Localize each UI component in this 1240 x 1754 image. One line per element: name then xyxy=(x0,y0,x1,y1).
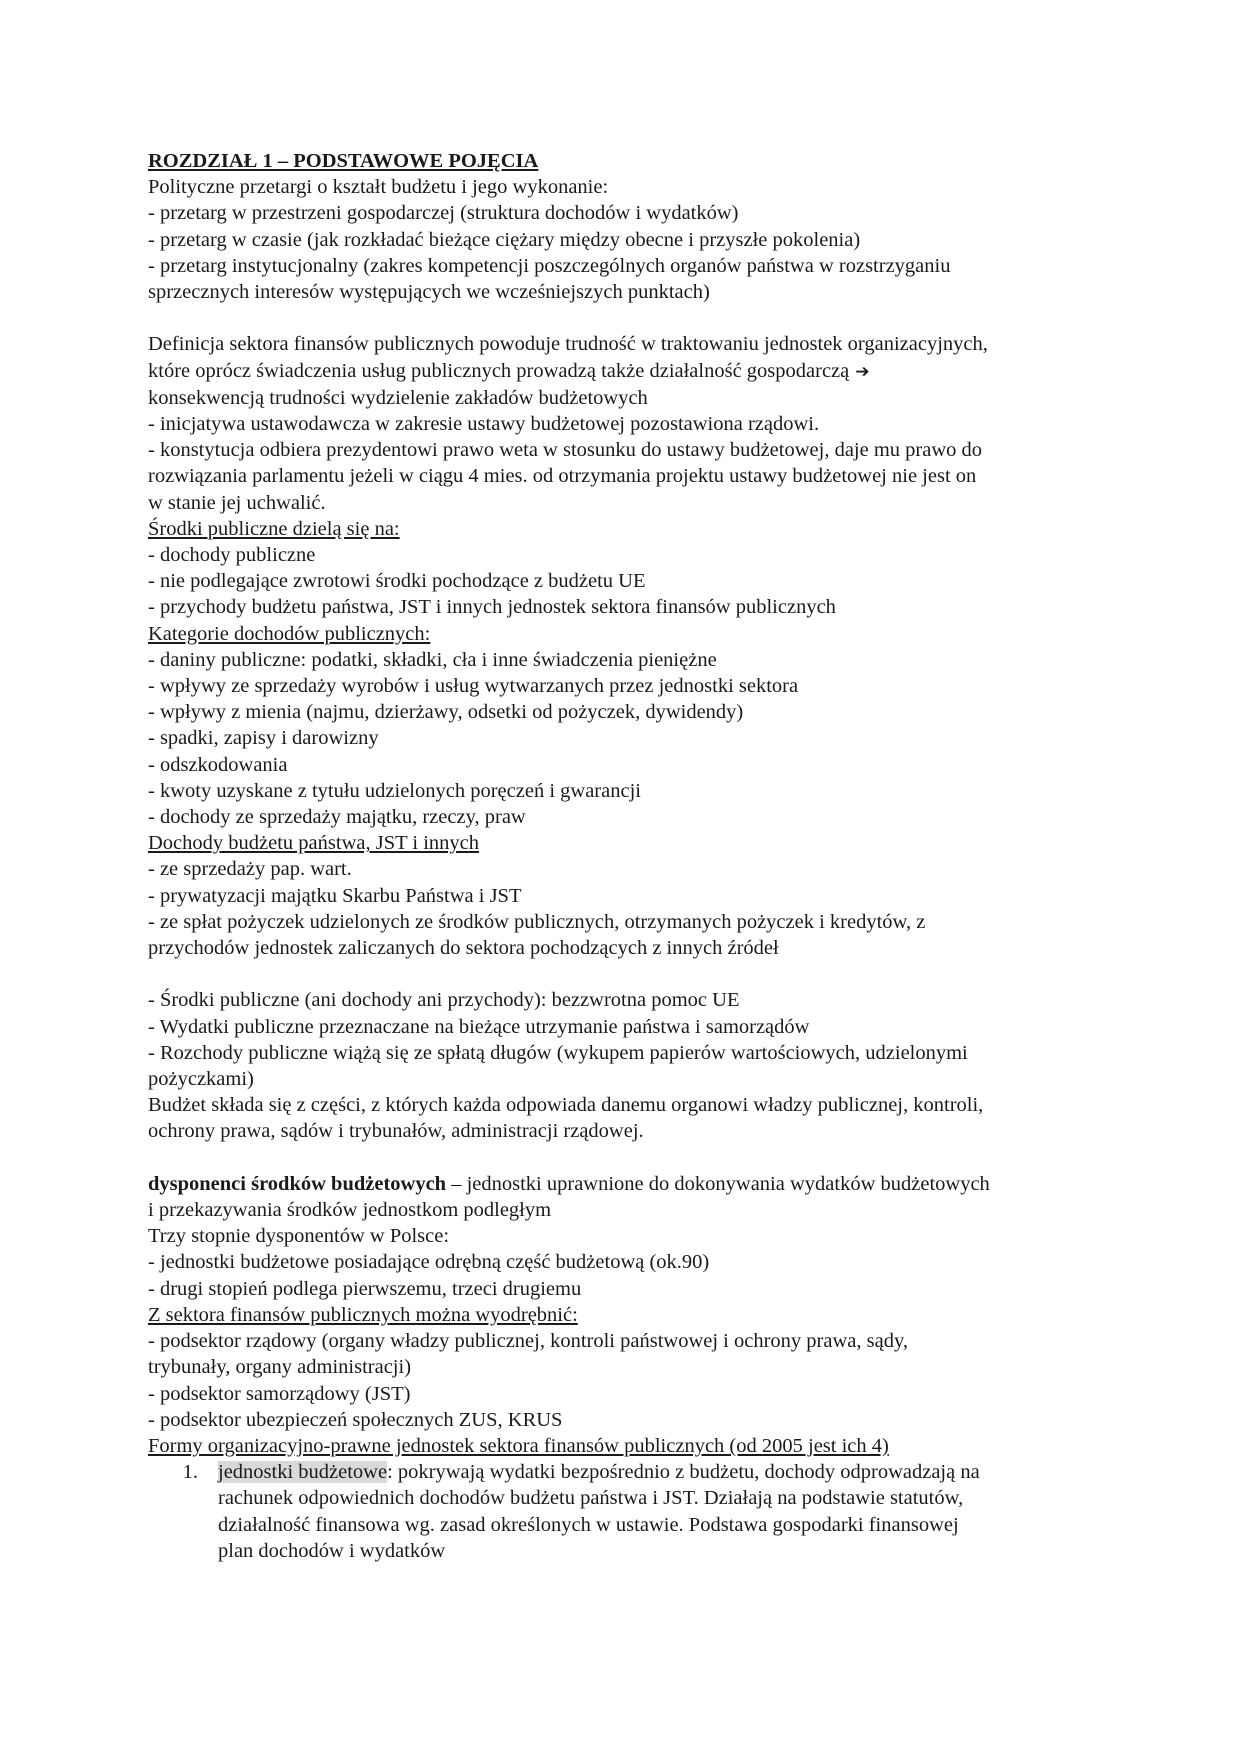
list-item: - dochody ze sprzedaży majątku, rzeczy, praw xyxy=(148,806,526,829)
list-item-text: : pokrywają wydatki bezpośrednio z budżetu, dochody odprowadzają na xyxy=(387,1461,980,1484)
list-item-line xyxy=(218,1459,1098,1485)
right-arrow-icon: ➔ xyxy=(855,361,870,382)
list-item: - Środki publiczne (ani dochody ani przychody): bezzwrotna pomoc UE xyxy=(148,989,740,1012)
list-item: - podsektor rządowy (organy władzy publicznej, kontroli państwowej i ochrony prawa, sądy, xyxy=(148,1330,909,1353)
list-item: - kwoty uzyskane z tytułu udzielonych poręczeń i gwarancji xyxy=(148,779,641,802)
list-number: 1. xyxy=(182,1461,198,1484)
list-item: - daniny publiczne: podatki, składki, cła i inne świadczenia pieniężne xyxy=(148,648,717,671)
section-heading-kategorie: Kategorie dochodów publicznych: xyxy=(148,622,431,645)
intro-item: - przetarg w czasie (jak rozkładać bieżące ciężary między obecne i przyszłe pokolenia) xyxy=(148,228,861,251)
dysponenci-text: – jednostki uprawnione do dokonywania wydatków budżetowych xyxy=(446,1172,990,1195)
definition-line: - konstytucja odbiera prezydentowi prawo weta w stosunku do ustawy budżetowej, daje mu prawo do xyxy=(148,439,983,462)
list-item: - przychody budżetu państwa, JST i innych jednostek sektora finansów publicznych xyxy=(148,596,836,619)
paragraph-line: Trzy stopnie dysponentów w Polsce: xyxy=(148,1225,450,1248)
numbered-list-item xyxy=(148,1459,1098,1564)
page-title: ROZDZIAŁ 1 – PODSTAWOWE POJĘCIA xyxy=(148,150,539,172)
definition-line: rozwiązania parlamentu jeżeli w ciągu 4 mies. od otrzymania projektu ustawy budżetowej nie jest on xyxy=(148,465,977,488)
paragraph-line: Budżet składa się z części, z których każda odpowiada danemu organowi władzy publicznej, kontroli, xyxy=(148,1094,984,1117)
list-item: - wpływy ze sprzedaży wyrobów i usług wytwarzanych przez jednostki sektora xyxy=(148,675,799,698)
section-heading-dochody-budzetu: Dochody budżetu państwa, JST i innych xyxy=(148,832,479,855)
list-item: - dochody publiczne xyxy=(148,544,316,567)
definition-line: Definicja sektora finansów publicznych powoduje trudność w traktowaniu jednostek organizacyjnych, xyxy=(148,333,988,356)
document-page xyxy=(148,148,1098,1564)
paragraph-line: ochrony prawa, sądów i trybunałów, administracji rządowej. xyxy=(148,1120,644,1143)
list-item: trybunały, organy administracji) xyxy=(148,1356,412,1379)
definition-line: konsekwencją trudności wydzielenie zakładów budżetowych xyxy=(148,386,648,409)
list-item: - odszkodowania xyxy=(148,753,288,776)
definition-line: - inicjatywa ustawodawcza w zakresie ustawy budżetowej pozostawiona rządowi. xyxy=(148,413,820,436)
dysponenci-term: dysponenci środków budżetowych xyxy=(148,1172,447,1195)
list-item: - ze sprzedaży pap. wart. xyxy=(148,858,352,881)
list-item: pożyczkami) xyxy=(148,1068,254,1091)
list-item: - podsektor ubezpieczeń społecznych ZUS, KRUS xyxy=(148,1408,563,1431)
intro-item: sprzecznych interesów występujących we wcześniejszych punktach) xyxy=(148,281,710,304)
section-heading-formy: Formy organizacyjno-prawne jednostek sektora finansów publicznych (od 2005 jest ich 4) xyxy=(148,1434,889,1457)
intro-line: Polityczne przetargi o kształt budżetu i jego wykonanie: xyxy=(148,176,609,199)
list-item: - ze spłat pożyczek udzielonych ze środków publicznych, otrzymanych pożyczek i kredytów, z xyxy=(148,910,926,933)
list-item: - jednostki budżetowe posiadające odrębną część budżetową (ok.90) xyxy=(148,1251,710,1274)
section-heading-srodki: Środki publiczne dzielą się na: xyxy=(148,517,400,540)
list-item: - Wydatki publiczne przeznaczane na bieżące utrzymanie państwa i samorządów xyxy=(148,1015,810,1038)
paragraph-line: i przekazywania środków jednostkom podległym xyxy=(148,1199,552,1222)
list-item: - Rozchody publiczne wiążą się ze spłatą długów (wykupem papierów wartościowych, udzielonymi xyxy=(148,1041,968,1064)
list-item-body xyxy=(218,1459,1098,1564)
list-item: - wpływy z mienia (najmu, dzierżawy, odsetki od pożyczek, dywidendy) xyxy=(148,701,744,724)
list-item-line: rachunek odpowiednich dochodów budżetu państwa i JST. Działają na podstawie statutów, xyxy=(218,1487,964,1510)
list-item: przychodów jednostek zaliczanych do sektora pochodzących z innych źródeł xyxy=(148,937,779,960)
list-item: - spadki, zapisy i darowizny xyxy=(148,727,379,750)
intro-item: - przetarg w przestrzeni gospodarczej (struktura dochodów i wydatków) xyxy=(148,202,739,225)
list-item: - podsektor samorządowy (JST) xyxy=(148,1382,411,1405)
definition-line xyxy=(148,358,1098,385)
list-item-line: działalność finansowa wg. zasad określonych w ustawie. Podstawa gospodarki finansowej xyxy=(218,1513,959,1536)
list-item: - drugi stopień podlega pierwszemu, trzeci drugiemu xyxy=(148,1277,582,1300)
list-item-line: plan dochodów i wydatków xyxy=(218,1539,446,1562)
intro-item: - przetarg instytucjonalny (zakres kompetencji poszczególnych organów państwa w rozstrzyganiu xyxy=(148,254,951,277)
list-item: - nie podlegające zwrotowi środki pochodzące z budżetu UE xyxy=(148,570,646,593)
list-item: - prywatyzacji majątku Skarbu Państwa i JST xyxy=(148,884,522,907)
dysponenci-definition xyxy=(148,1171,1098,1197)
highlighted-term: jednostki budżetowe xyxy=(218,1461,388,1484)
section-heading-podsektory: Z sektora finansów publicznych można wyodrębnić: xyxy=(148,1303,578,1326)
definition-text: które oprócz świadczenia usług publicznych prowadzą także działalność gospodarczą xyxy=(148,359,850,382)
definition-line: w stanie jej uchwalić. xyxy=(148,491,326,514)
